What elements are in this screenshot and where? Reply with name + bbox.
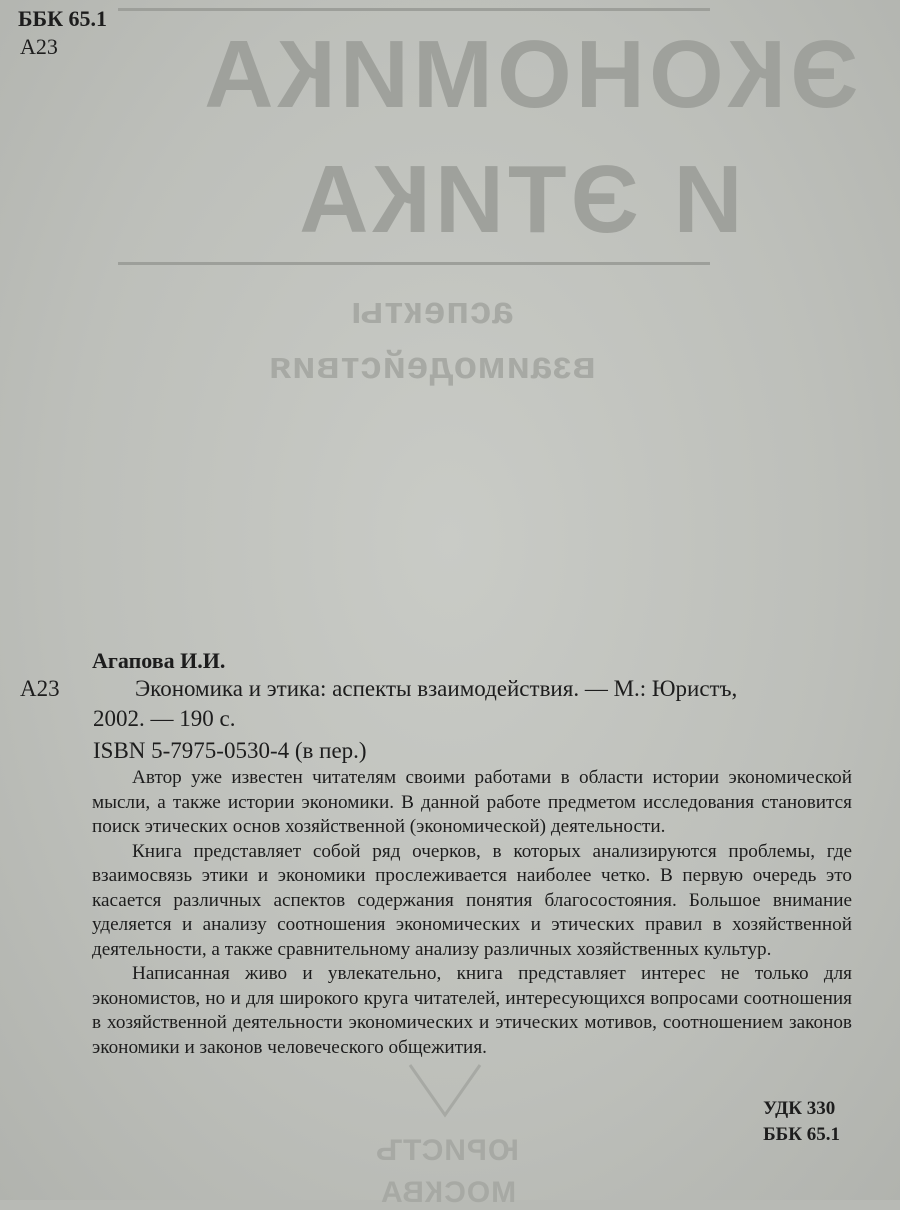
ghost-title-line2: И ЭТИКА <box>295 146 743 253</box>
ghost-subtitle-line1: аспекты <box>350 290 514 332</box>
title-line: Экономика и этика: аспекты взаимодействия. — М.: Юристъ, <box>135 676 738 701</box>
author: Агапова И.И. <box>92 648 226 673</box>
classification-block <box>763 1096 840 1148</box>
annotation-paragraph-3: Написанная живо и увлекательно, книга представляет интерес не только для экономистов, но и для широкого круга читателей, интересующихся вопросами соотношения в хозяйственной деятельности экономических и этических мотивов, соотношением законов экономики и законов человеческого общежития. <box>92 963 852 1058</box>
udk-code: УДК 330 <box>763 1098 836 1119</box>
annotation-paragraph-2: Книга представляет собой ряд очерков, в которых анализируются проблемы, где взаимосвязь этики и экономики прослеживается наиболее четко. В первую очередь это касается различных аспектов содержания понятия благосостояния. Большое внимание уделяется и анализу соотношения экономических и этических правил в хозяйственной деятельности, а также сравнительному анализу различных хозяйственных культур. <box>92 840 852 960</box>
bbk-code: ББК 65.1 <box>763 1124 840 1145</box>
ghost-title-line1: ЭКОНОМИКА <box>200 21 859 128</box>
annotation <box>92 766 852 1060</box>
ghost-rule-top <box>118 8 710 11</box>
annotation-paragraph-1: Автор уже известен читателям своими работами в области истории экономической мысли, а также истории экономики. В данной работе предметом исследования становится поиск этических основ хозяйственной (экономической) деятельности. <box>92 767 852 837</box>
catalog-code: А23 <box>20 676 60 701</box>
ghost-city: МОСКВА <box>380 1176 517 1209</box>
ghost-rule-bottom <box>118 262 710 265</box>
header-bbk: ББК 65.1 <box>18 6 108 31</box>
isbn: ISBN 5-7975-0530-4 (в пер.) <box>93 738 367 763</box>
header-code: А23 <box>20 34 58 59</box>
year-pages: 2002. — 190 с. <box>93 706 236 731</box>
ghost-publisher: ЮРИСТЪ <box>375 1134 519 1167</box>
ghost-logo-icon <box>405 1060 485 1130</box>
ghost-subtitle-line2: взаимодействия <box>268 345 596 387</box>
